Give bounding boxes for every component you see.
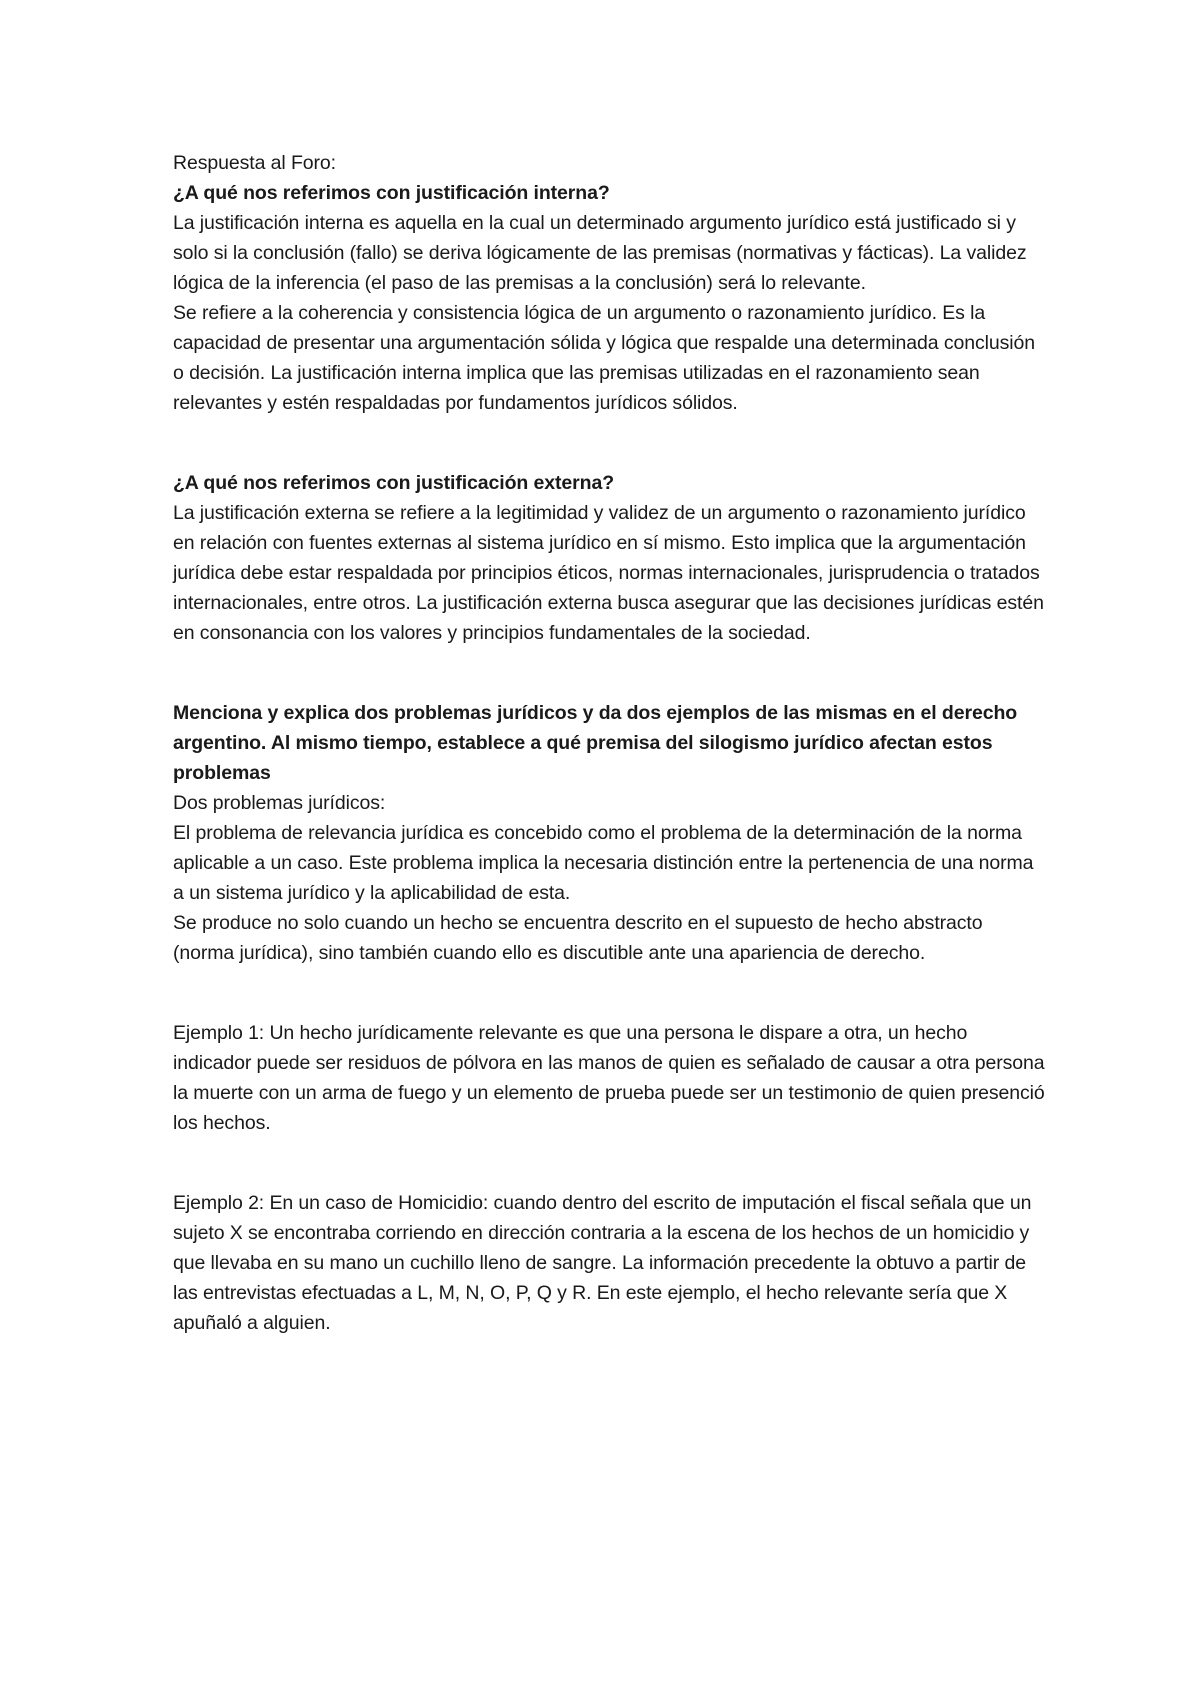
paragraph: Se refiere a la coherencia y consistencia lógica de un argumento o razonamiento jurídico. Es la capacidad de presentar una argumentación sólida y lógica que respalde una determinada conclusión o decisión. La justificación interna implica que las premisas utilizadas en el razonamiento sean relevantes y estén respaldadas por fundamentos jurídicos sólidos. (173, 302, 1035, 414)
spacer (173, 968, 1045, 1018)
spacer (173, 418, 1045, 468)
example-2: Ejemplo 2: En un caso de Homicidio: cuando dentro del escrito de imputación el fiscal señala que un sujeto X se encontraba corriendo en dirección contraria a la escena de los hechos de un homicidio y que llevaba en su mano un cuchillo lleno de sangre. La información precedente la obtuvo a partir de las entrevistas efectuadas a L, M, N, O, P, Q y R. En este ejemplo, el hecho relevante sería que X apuñaló a alguien. (173, 1192, 1032, 1334)
paragraph: Se produce no solo cuando un hecho se encuentra descrito en el supuesto de hecho abstracto (norma jurídica), sino también cuando ello es discutible ante una apariencia de derecho. (173, 912, 983, 964)
paragraph: La justificación interna es aquella en la cual un determinado argumento jurídico está justificado si y solo si la conclusión (fallo) se deriva lógicamente de las premisas (normativas y fácticas). La validez lógica de la inferencia (el paso de las premisas a la conclusión) será lo relevante. (173, 212, 1027, 294)
example-1: Ejemplo 1: Un hecho jurídicamente relevante es que una persona le dispare a otra, un hecho indicador puede ser residuos de pólvora en las manos de quien es señalado de causar a otra persona la muerte con un arma de fuego y un elemento de prueba puede ser un testimonio de quien presenció los hechos. (173, 1022, 1045, 1134)
spacer (173, 1138, 1045, 1188)
paragraph: La justificación externa se refiere a la legitimidad y validez de un argumento o razonamiento jurídico en relación con fuentes externas al sistema jurídico en sí mismo. Esto implica que la argumentación jurídica debe estar respaldada por principios éticos, normas internacionales, jurisprudencia o tratados internacionales, entre otros. La justificación externa busca asegurar que las decisiones jurídicas estén en consonancia con los valores y principios fundamentales de la sociedad. (173, 502, 1044, 644)
paragraph: El problema de relevancia jurídica es concebido como el problema de la determinación de la norma aplicable a un caso. Este problema implica la necesaria distinción entre la pertenencia de una norma a un sistema jurídico y la aplicabilidad de esta. (173, 822, 1034, 904)
question-legal-problems: Menciona y explica dos problemas jurídicos y da dos ejemplos de las mismas en el derecho argentino. Al mismo tiempo, establece a qué premisa del silogismo jurídico afectan estos problemas (173, 702, 1018, 784)
question-internal-justification: ¿A qué nos referimos con justificación interna? (173, 182, 610, 204)
spacer (173, 648, 1045, 698)
document-title: Respuesta al Foro: (173, 152, 336, 174)
question-external-justification: ¿A qué nos referimos con justificación externa? (173, 472, 615, 494)
document-page (173, 148, 1045, 1338)
subheading: Dos problemas jurídicos: (173, 792, 386, 814)
